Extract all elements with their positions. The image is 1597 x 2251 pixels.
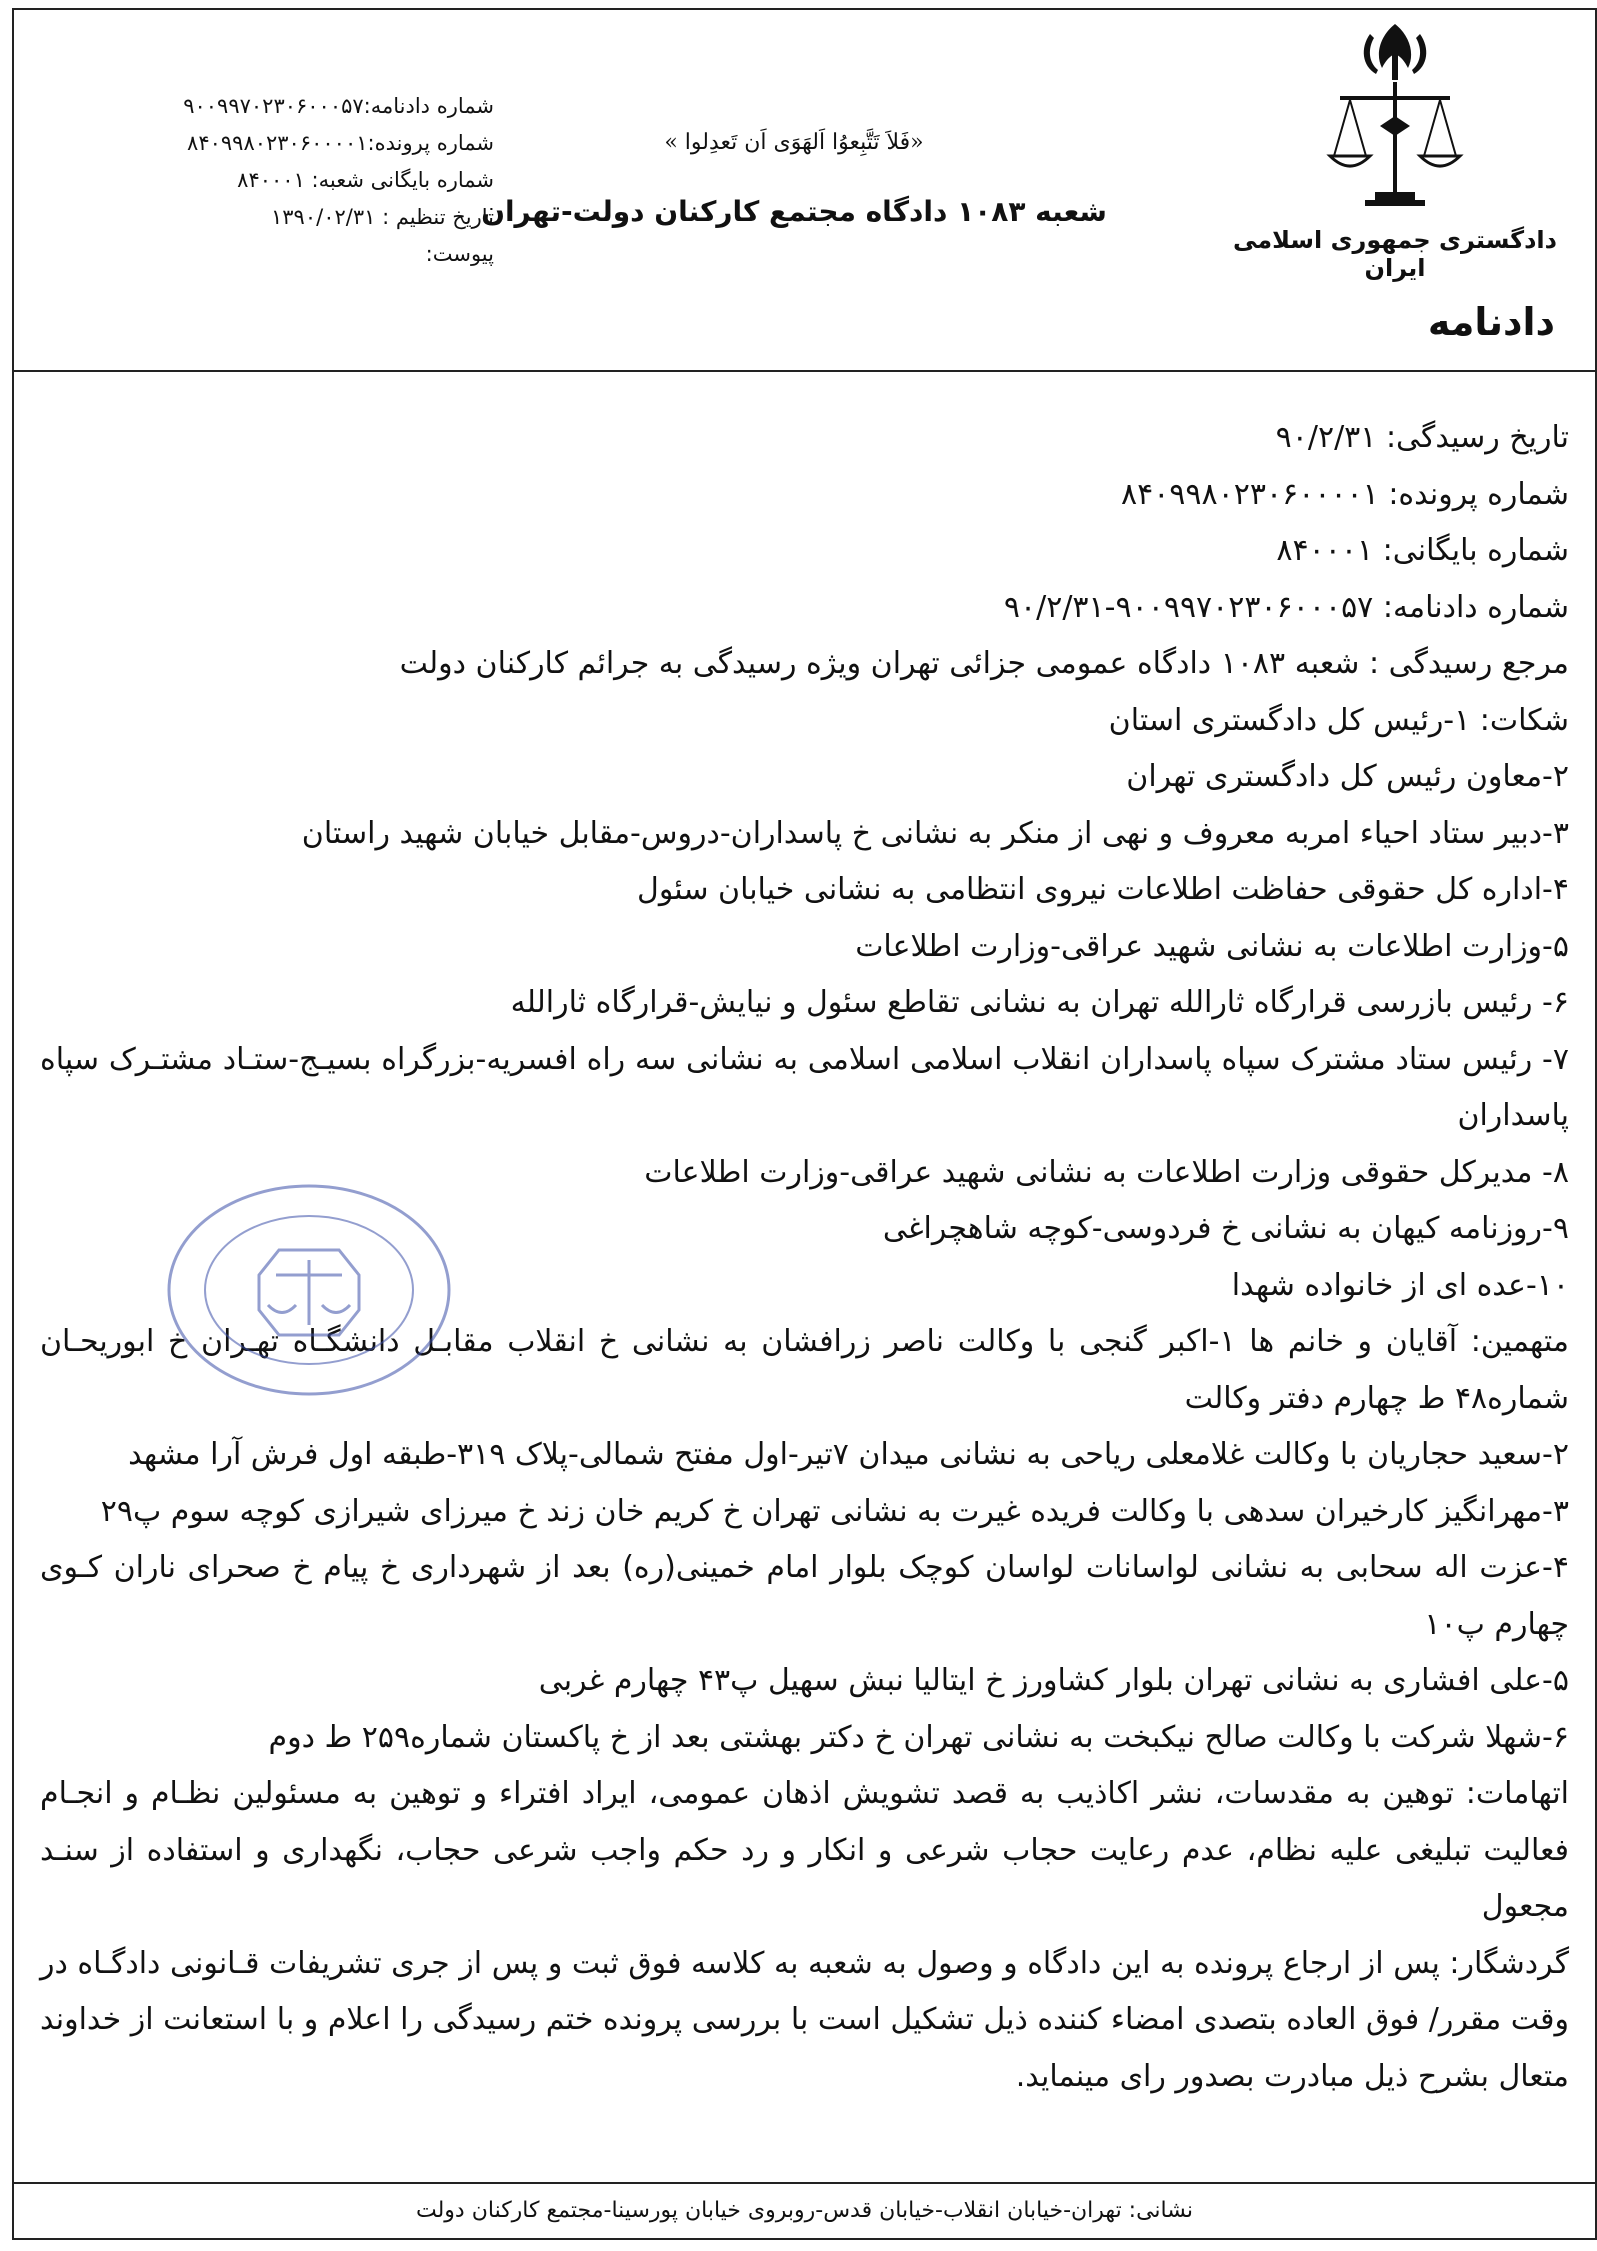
court-address: نشانی: تهران-خیابان انقلاب-خیابان قدس-روبروی خیابان پورسینا-مجتمع کارکنان دولت bbox=[415, 2198, 1194, 2223]
judiciary-emblem-icon bbox=[1320, 16, 1470, 216]
document-frame bbox=[12, 8, 1597, 2240]
plaintiff-6: ۶- رئیس بازرسی قرارگاه ثارالله تهران به نشانی تقاطع سئول و نیایش-قرارگاه ثارالله bbox=[510, 985, 1569, 1020]
verdict-number: شماره دادنامه: ۹۰۰۹۹۷۰۲۳۰۶۰۰۰۵۷-۹۰/۲/۳۱ bbox=[1003, 589, 1569, 625]
document-type-title: دادنامه bbox=[1427, 300, 1555, 344]
defendant-2: ۲-سعید حجاریان با وکالت غلامعلی ریاحی به نشانی میدان ۷تیر-اول مفتح شمالی-پلاک ۳۱۹-طبقه اول فرش آرا مشهد bbox=[128, 1437, 1569, 1472]
header-center bbox=[434, 130, 1154, 228]
court-seal-stamp-icon bbox=[164, 1180, 454, 1400]
defendant-1: متهمین: آقایان و خانم ها ۱-اکبر گنجی با وکالت ناصر زرافشان به نشانی خ انقلاب مقابـل دانشگـاه تهـران خ ابوریحـان شماره۴۸ ط چهارم دفتر وکالت bbox=[40, 1324, 1569, 1416]
meta-archive-number: شماره بایگانی شعبه: ۸۴۰۰۰۱ bbox=[237, 168, 494, 192]
document-meta bbox=[114, 88, 494, 273]
hearing-authority: مرجع رسیدگی : شعبه ۱۰۸۳ دادگاه عمومی جزائی تهران ویژه رسیدگی به جرائم کارکنان دولت bbox=[399, 646, 1569, 681]
defendant-6: ۶-شهلا شرکت با وکالت صالح نیکبخت به نشانی تهران خ دکتر بهشتی بعد از خ پاکستان شماره۲۵۹ ط دوم bbox=[268, 1719, 1569, 1755]
plaintiff-5: ۵-وزارت اطلاعات به نشانی شهید عراقی-وزارت اطلاعات bbox=[855, 928, 1569, 964]
plaintiff-9: ۹-روزنامه کیهان به نشانی خ فردوسی-کوچه شاهچراغی bbox=[882, 1211, 1569, 1246]
plaintiff-2: ۲-معاون رئیس کل دادگستری تهران bbox=[1126, 759, 1569, 794]
plaintiff-1: شکات: ۱-رئیس کل دادگستری استان bbox=[1108, 702, 1569, 738]
charges: اتهامات: توهین به مقدسات، نشر اکاذیب به قصد تشویش اذهان عمومی، ایراد افتراء و توهین به مسئولین نظـام و انجـام فعالیت تبلیغی علیه نظام، عدم رعایت حجاب شرعی و انکار و رد حکم واجب شرعی حجاب، نگهداری و استفاده از سنـد مجعول bbox=[40, 1776, 1569, 1924]
meta-case-number: شماره پرونده:۸۴۰۹۹۸۰۲۳۰۶۰۰۰۰۱ bbox=[187, 131, 494, 155]
quran-verse: «فَلاَ تَتَّبِعوُا اَلهَوَی اَن تَعدِلوا » bbox=[664, 130, 924, 155]
document-header bbox=[14, 10, 1595, 372]
plaintiff-4: ۴-اداره کل حقوقی حفاظت اطلاعات نیروی انتظامی به نشانی خیابان سئول bbox=[637, 872, 1569, 907]
plaintiff-7: ۷- رئیس ستاد مشترک سپاه پاسداران انقلاب اسلامی اسلامی به نشانی سه راه افسریه-بزرگراه بسیـج-ستـاد مشتـرک سپاه پاسداران bbox=[40, 1041, 1569, 1133]
proceedings: گردشگار: پس از ارجاع پرونده به این دادگاه و وصول به شعبه به کلاسه فوق ثبت و پس از جری تشریفات قـانونی دادگـاه در وقت مقرر/ فوق العاده بتصدی امضاء کننده ذیل تشکیل است با بررسی پرونده ختم رسیدگی را اعلام و با استعانت از خداوند متعال بشرح ذیل مبادرت بصدور رای مینماید. bbox=[40, 1945, 1569, 2094]
defendant-5: ۵-علی افشاری به نشانی تهران بلوار کشاورز خ ایتالیا نبش سهیل پ۴۳ چهارم غربی bbox=[538, 1663, 1569, 1698]
defendant-4: ۴-عزت اله سحابی به نشانی لواسانات لواسان کوچک بلوار امام خمینی(ره) بعد از شهرداری خ پیام خ صحرای ناران کـوی چهارم پ۱۰ bbox=[40, 1550, 1569, 1642]
emblem-block bbox=[1225, 16, 1565, 282]
hearing-date: تاریخ رسیدگی: ۹۰/۲/۳۱ bbox=[1275, 420, 1569, 455]
plaintiff-3: ۳-دبیر ستاد احیاء امربه معروف و نهی از منکر به نشانی خ پاسداران-دروس-مقابل خیابان شهید راستان bbox=[301, 815, 1569, 851]
meta-attachment: پیوست: bbox=[425, 242, 494, 266]
court-branch: شعبه ۱۰۸۳ دادگاه مجتمع کارکنان دولت-تهران bbox=[481, 195, 1107, 228]
court-name: دادگستری جمهوری اسلامی ایران bbox=[1233, 226, 1557, 282]
plaintiff-10: ۱۰-عده ای از خانواده شهدا bbox=[1231, 1267, 1569, 1303]
case-number: شماره پرونده: ۸۴۰۹۹۸۰۲۳۰۶۰۰۰۰۱ bbox=[1120, 476, 1569, 512]
meta-issue-date: تاریخ تنظیم : ۱۳۹۰/۰۲/۳۱ bbox=[271, 205, 494, 229]
archive-number: شماره بایگانی: ۸۴۰۰۰۱ bbox=[1276, 533, 1569, 568]
meta-verdict-number: شماره دادنامه:۹۰۰۹۹۷۰۲۳۰۶۰۰۰۵۷ bbox=[183, 94, 494, 118]
defendant-3: ۳-مهرانگیز کارخیران سدهی با وکالت فریده غیرت به نشانی تهران خ کریم خان زند خ میرزای شیرازی کوچه سوم پ۲۹ bbox=[100, 1493, 1569, 1529]
document-footer bbox=[14, 2182, 1595, 2238]
plaintiff-8: ۸- مدیرکل حقوقی وزارت اطلاعات به نشانی شهید عراقی-وزارت اطلاعات bbox=[644, 1154, 1569, 1190]
